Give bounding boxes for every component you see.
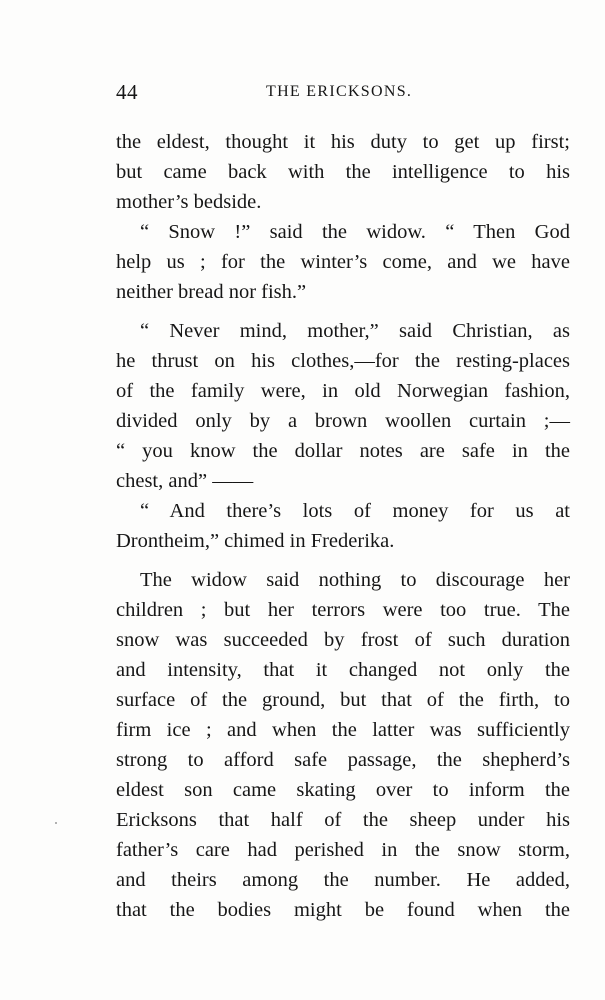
text-line: the eldest, thought it his duty to get up first; bbox=[116, 131, 570, 153]
text-line: divided only by a brown woollen curtain ;— bbox=[116, 410, 570, 432]
paragraph bbox=[116, 217, 570, 307]
text-line: help us ; for the winter’s come, and we have bbox=[116, 251, 570, 273]
text-line: firm ice ; and when the latter was sufficiently bbox=[116, 719, 570, 741]
text-line: father’s care had perished in the snow storm, bbox=[116, 839, 570, 861]
text-line: mother’s bedside. bbox=[116, 191, 262, 213]
text-line: neither bread nor fish.” bbox=[116, 281, 307, 303]
text-line: “ And there’s lots of money for us at bbox=[140, 500, 570, 522]
text-line: of the family were, in old Norwegian fashion, bbox=[116, 380, 570, 402]
text-line: Ericksons that half of the sheep under his bbox=[116, 809, 570, 831]
text-line: children ; but her terrors were too true. The bbox=[116, 599, 570, 621]
paragraph bbox=[116, 565, 570, 925]
page-header bbox=[116, 80, 570, 110]
text-line: but came back with the intelligence to his bbox=[116, 161, 570, 183]
text-line: eldest son came skating over to inform the bbox=[116, 779, 570, 801]
text-line: Drontheim,” chimed in Frederika. bbox=[116, 530, 395, 552]
paper-speck bbox=[55, 822, 57, 824]
text-line: chest, and” —— bbox=[116, 470, 254, 492]
text-line: strong to afford safe passage, the shepherd’s bbox=[116, 749, 570, 771]
body-text bbox=[116, 127, 570, 925]
paragraph bbox=[116, 316, 570, 496]
paragraph bbox=[116, 127, 570, 217]
text-line: The widow said nothing to discourage her bbox=[140, 569, 570, 591]
text-line: he thrust on his clothes,—for the resting-places bbox=[116, 350, 570, 372]
text-line: surface of the ground, but that of the firth, to bbox=[116, 689, 570, 711]
text-line: “ Never mind, mother,” said Christian, as bbox=[140, 320, 570, 342]
text-line: “ Snow !” said the widow. “ Then God bbox=[140, 221, 570, 243]
text-line: snow was succeeded by frost of such duration bbox=[116, 629, 570, 651]
text-line: that the bodies might be found when the bbox=[116, 899, 570, 921]
text-line: and intensity, that it changed not only the bbox=[116, 659, 570, 681]
page-number: 44 bbox=[116, 80, 138, 104]
text-line: “ you know the dollar notes are safe in the bbox=[116, 440, 570, 462]
paragraph bbox=[116, 496, 570, 556]
running-head: THE ERICKSONS. bbox=[266, 83, 413, 100]
text-line: and theirs among the number. He added, bbox=[116, 869, 570, 891]
